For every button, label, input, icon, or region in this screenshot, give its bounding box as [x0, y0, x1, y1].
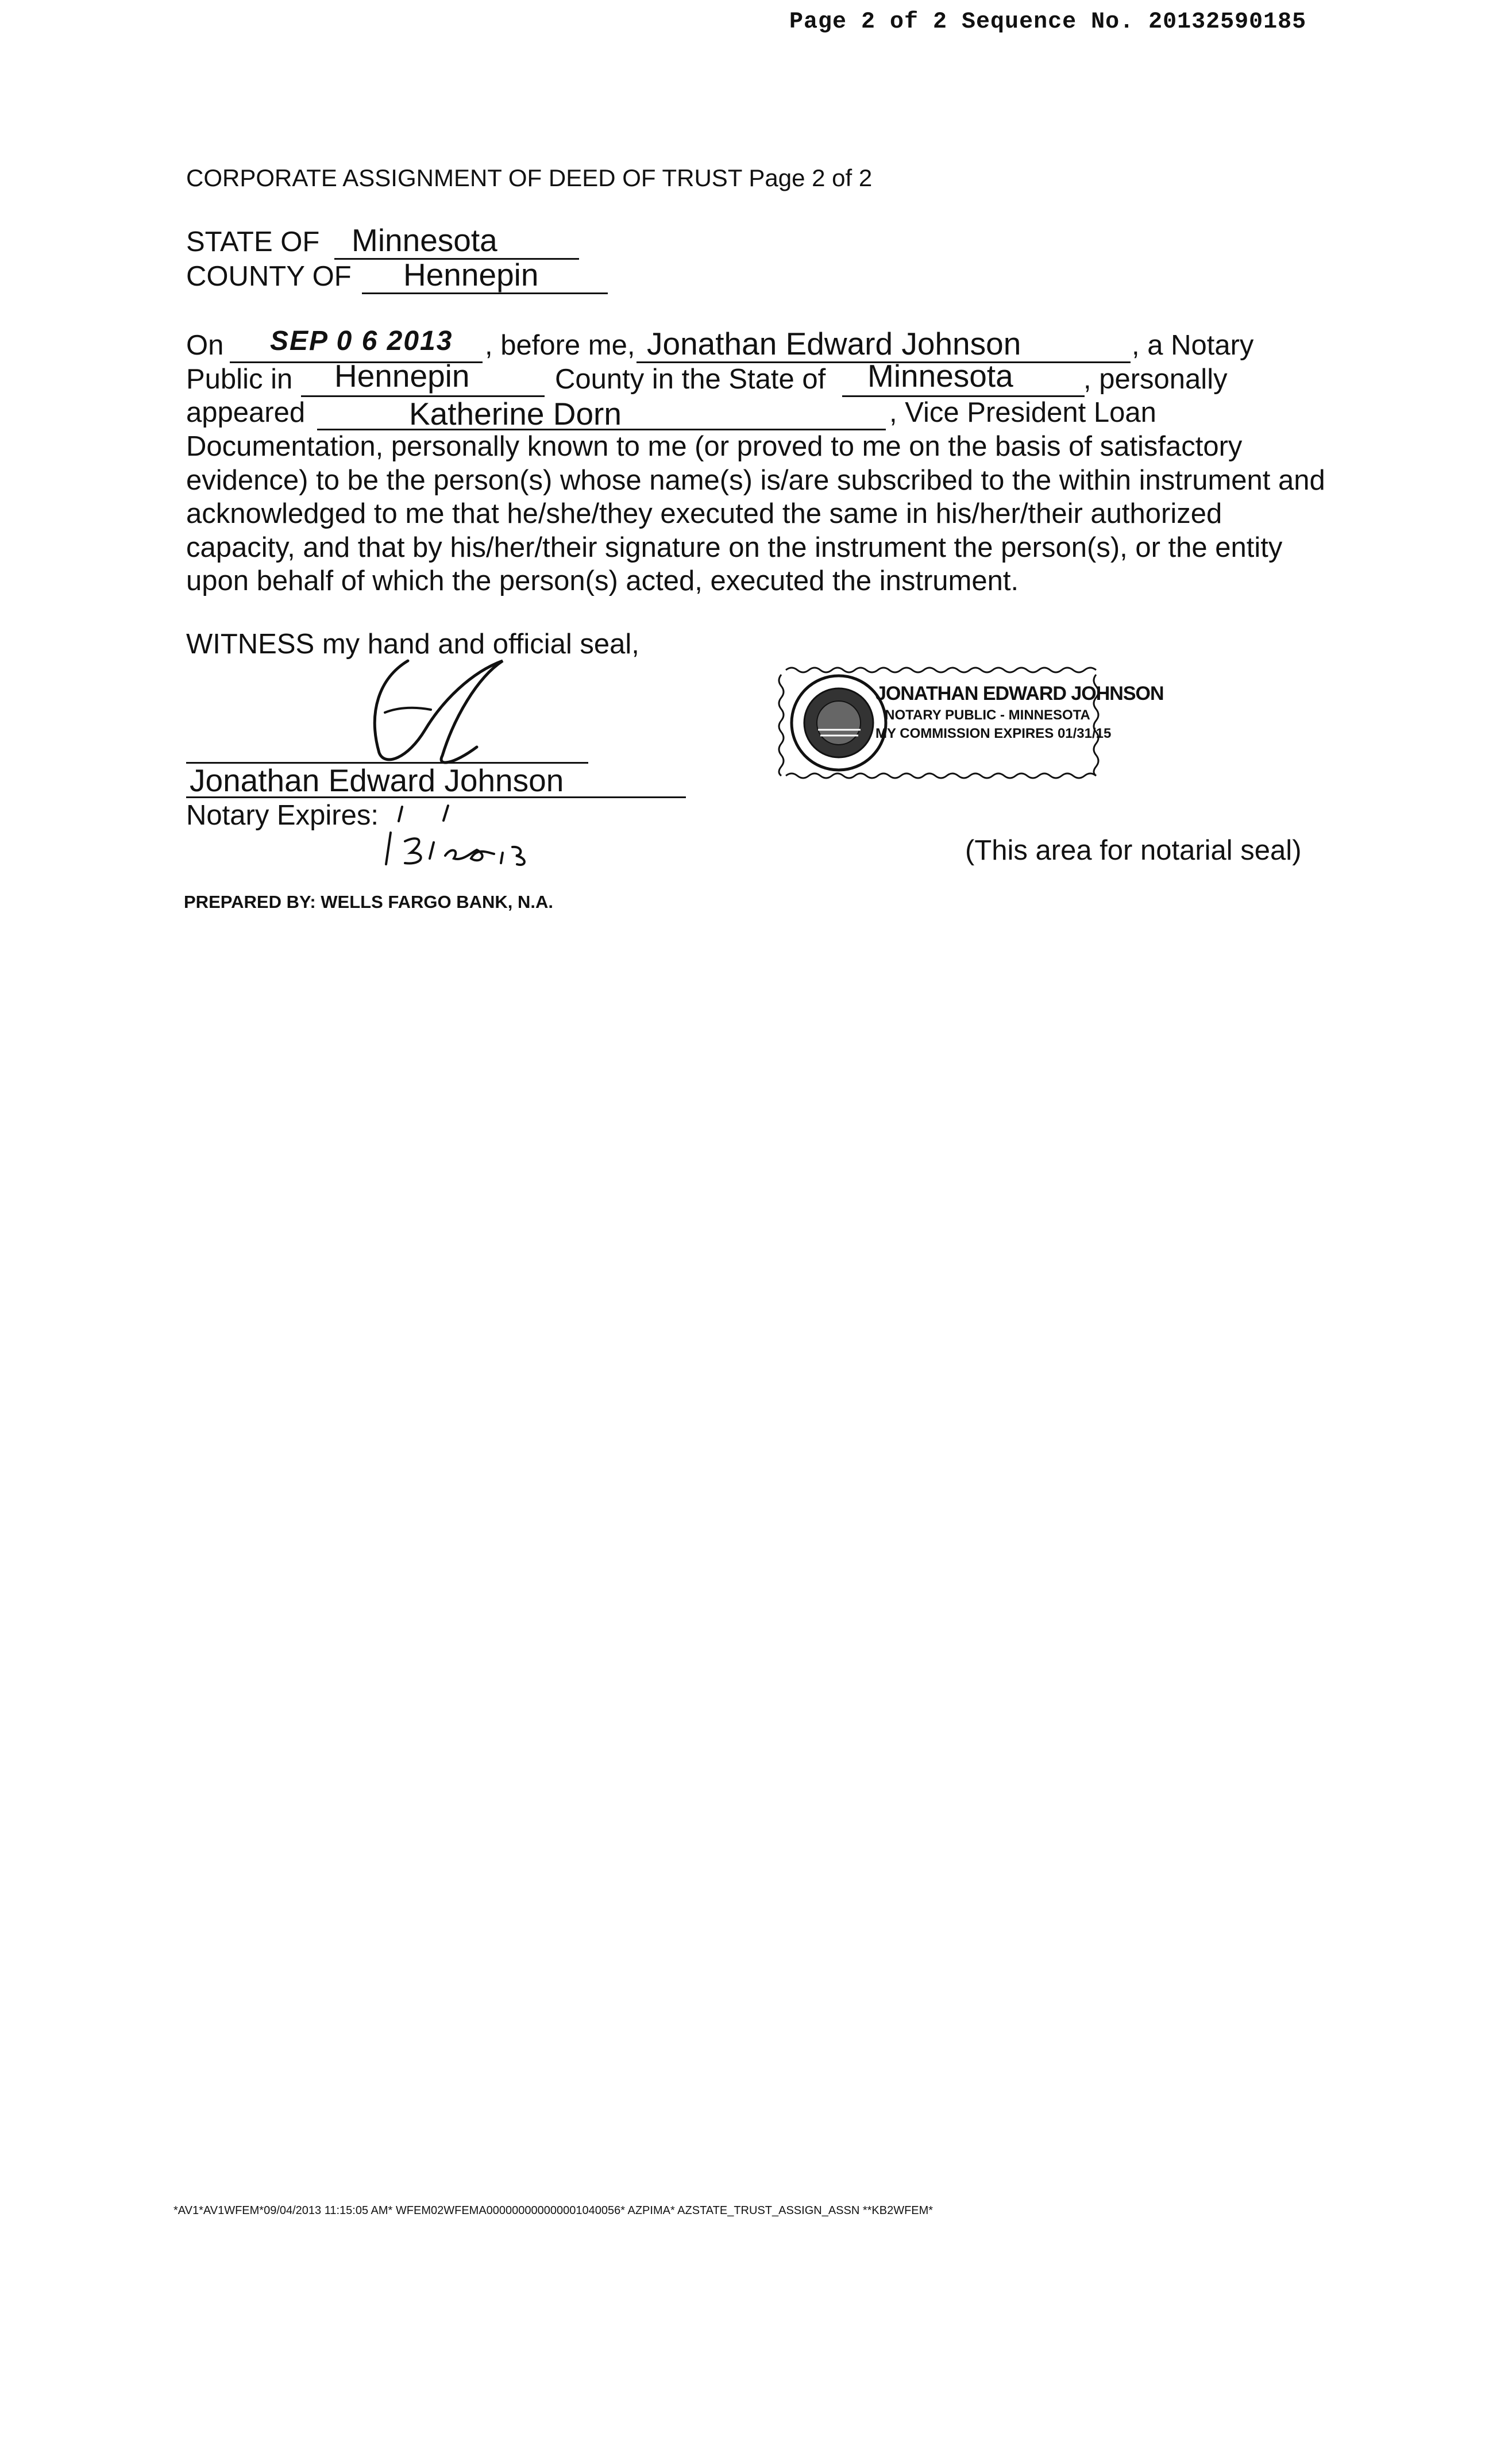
public-in-label: Public in [186, 364, 293, 395]
prepared-by: PREPARED BY: WELLS FARGO BANK, N.A. [184, 892, 553, 912]
witness-text: WITNESS my hand and official seal, [186, 629, 639, 660]
date-stamp: SEP 0 6 2013 [270, 326, 453, 356]
notary-expires-handwritten [379, 801, 574, 870]
notary-name-value: Jonathan Edward Johnson [647, 326, 1021, 361]
notary-seal-stamp [774, 663, 1164, 783]
signer-name: Jonathan Edward Johnson [190, 763, 564, 798]
seal-area-caption: (This area for notarial seal) [965, 835, 1302, 866]
page-sequence-header: Page 2 of 2 Sequence No. 20132590185 [789, 9, 1307, 35]
footer-barcode-text: *AV1*AV1WFEM*09/04/2013 11:15:05 AM* WFEM02WFEMA000000000000001040056* AZPIMA* AZSTATE_TRUST_ASSIGN_ASSN **KB2WFEM* [173, 2204, 933, 2217]
on-label: On [186, 330, 224, 361]
document-title: CORPORATE ASSIGNMENT OF DEED OF TRUST Page 2 of 2 [186, 164, 873, 191]
notary-signature [345, 644, 540, 776]
personally-text: , personally [1083, 364, 1228, 395]
signer-name-underline [186, 796, 686, 798]
public-county-value: Hennepin [334, 358, 470, 394]
county-in-state-text: County in the State of [555, 364, 826, 395]
before-me-text: , before me, [485, 330, 635, 361]
state-of-value: Minnesota [867, 358, 1013, 394]
seal-line3: MY COMMISSION EXPIRES 01/31/15 [875, 726, 1112, 741]
appeared-label: appeared [186, 397, 306, 428]
seal-line2: NOTARY PUBLIC - MINNESOTA [885, 707, 1090, 723]
appearer-value: Katherine Dorn [409, 396, 622, 432]
county-value: Hennepin [403, 257, 539, 292]
seal-name: JONATHAN EDWARD JOHNSON [875, 683, 1164, 704]
county-label: COUNTY OF [186, 261, 352, 292]
state-label: STATE OF [186, 226, 320, 257]
acknowledgment-body: Documentation, personally known to me (or proved to me on the basis of satisfactory evidence) to be the person(s) whose name(s) is/are subscribed to the within instrument and acknowledged to me that he/she/they executed the same in his/her/their authorized capacity, and that by his/her/their signature on the instrument the person(s), or the entity upon behalf of which the person(s) acted, executed the instrument. [186, 431, 1325, 596]
state-value: Minnesota [352, 222, 497, 258]
a-notary-text: , a Notary [1132, 330, 1254, 361]
notary-expires-label: Notary Expires: [186, 800, 379, 831]
vice-president-text: , Vice President Loan [889, 397, 1156, 428]
